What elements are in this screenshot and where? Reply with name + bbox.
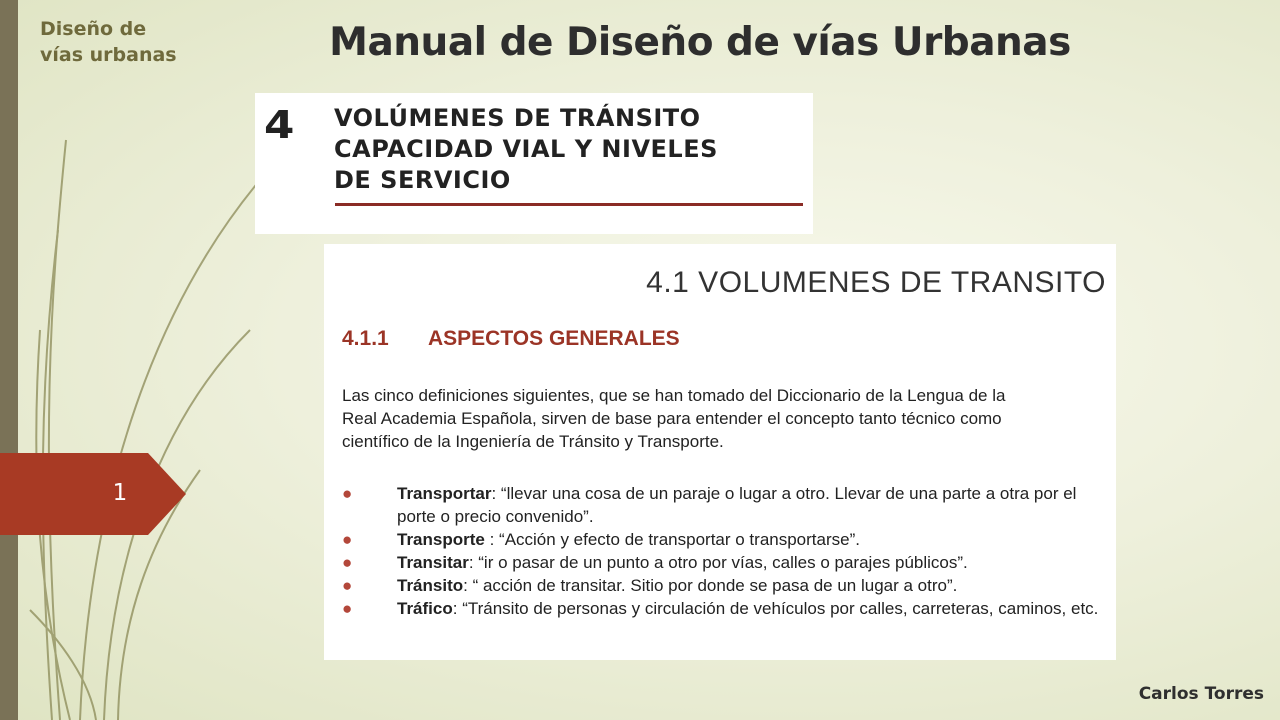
bullet-dot-icon: ●: [342, 576, 353, 595]
subsection-title: ASPECTOS GENERALES: [428, 327, 680, 350]
chapter-title: [334, 103, 718, 196]
bullet-dot-icon: ●: [342, 530, 353, 549]
chapter-title-line: VOLÚMENES DE TRÁNSITO: [334, 104, 701, 132]
section-content-image: [324, 244, 1116, 660]
intro-line: científico de la Ingeniería de Tránsito y Transporte.: [342, 432, 724, 451]
chapter-rule: [335, 203, 803, 206]
bullet-dot-icon: ●: [342, 484, 353, 503]
definition-term: Tránsito: [397, 576, 464, 595]
author-name: Carlos Torres: [1138, 684, 1264, 704]
list-item: [342, 482, 1112, 528]
definition-term: Transportar: [397, 484, 492, 503]
definition-term: Transporte: [397, 530, 485, 549]
intro-line: Las cinco definiciones siguientes, que se han tomado del Diccionario de la Lengua de la: [342, 386, 1006, 405]
corner-label-line2: vías urbanas: [40, 44, 177, 66]
slide-title: Manual de Diseño de vías Urbanas: [329, 20, 1071, 65]
definition-text: : “Tránsito de personas y circulación de vehículos por calles, carreteras, caminos, etc.: [452, 599, 1099, 618]
chapter-number: 4: [264, 103, 295, 147]
definition-term: Tráfico: [397, 599, 453, 618]
definitions-list: [342, 482, 1112, 620]
intro-line: Real Academia Española, sirven de base para entender el concepto tanto técnico como: [342, 409, 1002, 428]
definition-text: : “llevar una cosa de un paraje o lugar a otro. Llevar de una parte a otra por el porte o precio convenido”.: [397, 484, 1077, 526]
intro-paragraph: [342, 384, 1112, 453]
bullet-dot-icon: ●: [342, 599, 353, 618]
list-item: [342, 597, 1112, 620]
list-item: [342, 574, 1112, 597]
list-item: [342, 528, 1112, 551]
definition-text: : “ acción de transitar. Sitio por donde se pasa de un lugar a otro”.: [463, 576, 958, 595]
page-number: 1: [112, 480, 128, 506]
definition-term: Transitar: [397, 553, 469, 572]
definition-text: : “ir o pasar de un punto a otro por vías, calles o parajes públicos”.: [468, 553, 968, 572]
list-item: [342, 551, 1112, 574]
chapter-title-line: DE SERVICIO: [334, 166, 511, 194]
chapter-heading-image: [255, 93, 813, 234]
corner-label-line1: Diseño de: [40, 18, 147, 40]
page-number-tab: [0, 453, 186, 535]
definition-text: : “Acción y efecto de transportar o transportarse”.: [484, 530, 860, 549]
chapter-title-line: CAPACIDAD VIAL Y NIVELES: [334, 135, 718, 163]
subsection-number: 4.1.1: [342, 327, 389, 350]
section-title: 4.1 VOLUMENES DE TRANSITO: [646, 266, 1106, 299]
bullet-dot-icon: ●: [342, 553, 353, 572]
